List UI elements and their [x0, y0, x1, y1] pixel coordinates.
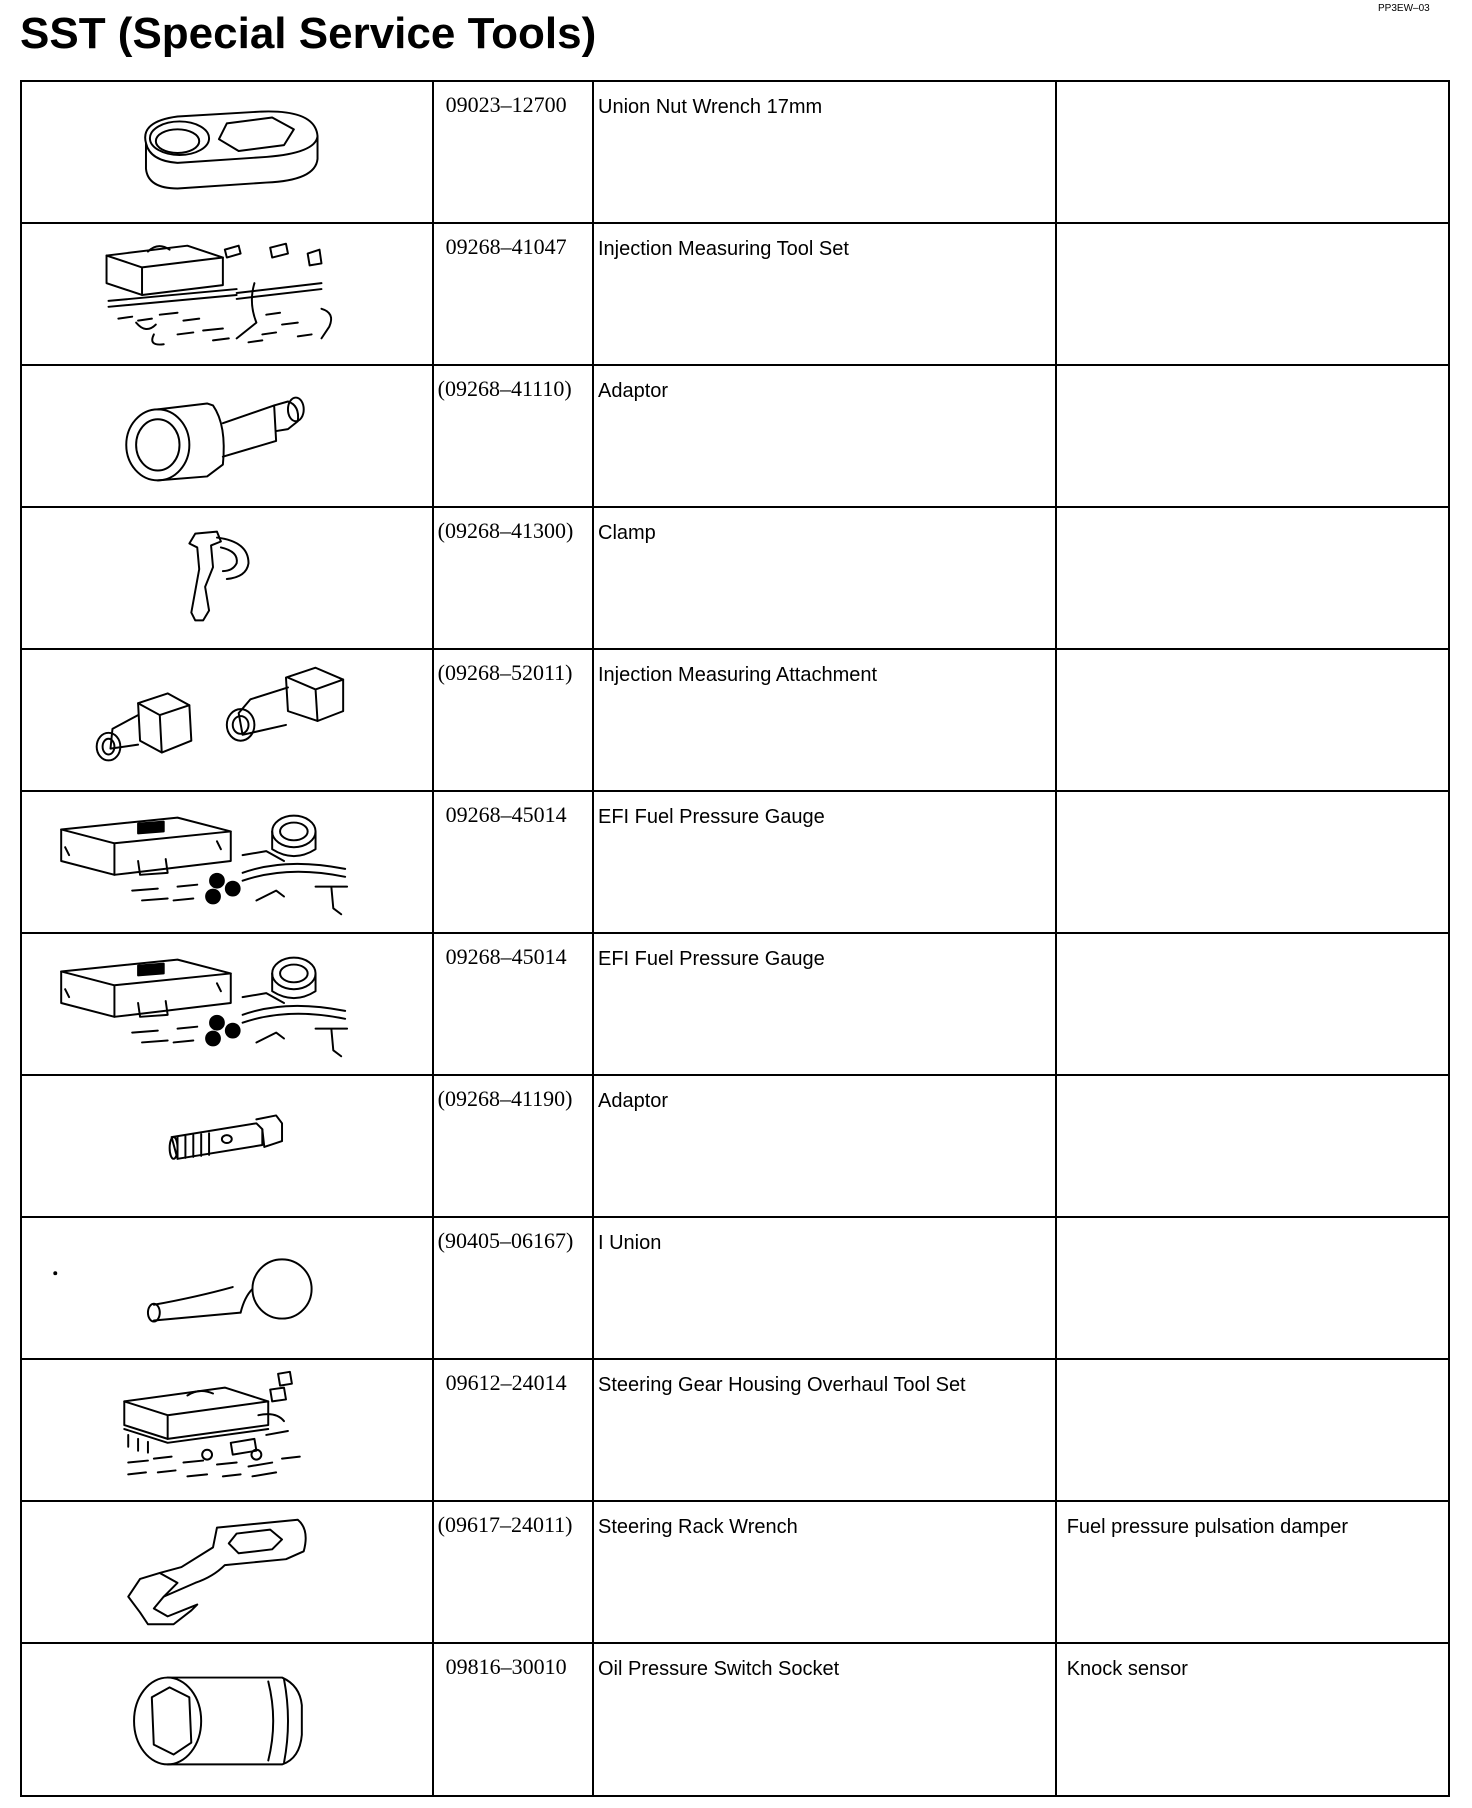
part-number: 09023–12700	[445, 92, 567, 117]
tool-note	[1057, 224, 1448, 234]
table-row	[21, 1501, 1449, 1643]
tool-name: Clamp	[598, 522, 656, 544]
tool-note	[1057, 366, 1448, 376]
page-title: SST (Special Service Tools)	[20, 9, 597, 58]
attachment-pair-icon	[22, 650, 432, 790]
part-number: (09268–41300)	[437, 518, 574, 543]
union-nut-wrench-icon	[22, 82, 432, 222]
table-row	[21, 507, 1449, 649]
tool-illustration-cell	[21, 1501, 433, 1643]
tool-name: Oil Pressure Switch Socket	[598, 1658, 840, 1680]
rack-wrench-icon	[22, 1502, 432, 1642]
pressure-gauge-kit-icon	[22, 934, 432, 1074]
tool-illustration-cell	[21, 1217, 433, 1359]
part-number: 09268–41047	[445, 234, 567, 259]
tool-note	[1057, 1360, 1448, 1370]
tool-note	[1057, 650, 1448, 660]
part-number: 09268–45014	[445, 944, 567, 969]
document-code: PP3EW–03	[1378, 3, 1430, 14]
part-number: 09816–30010	[445, 1654, 567, 1679]
table-row	[21, 933, 1449, 1075]
tool-illustration-cell	[21, 933, 433, 1075]
part-number: (09268–52011)	[437, 660, 573, 685]
tool-illustration-cell	[21, 1643, 433, 1796]
table-row	[21, 223, 1449, 365]
tool-illustration-cell	[21, 81, 433, 223]
table-row	[21, 1359, 1449, 1501]
tool-name: Steering Gear Housing Overhaul Tool Set	[598, 1374, 966, 1396]
i-union-icon	[22, 1218, 432, 1358]
table-row	[21, 365, 1449, 507]
adaptor-icon	[22, 366, 432, 506]
tool-name: Steering Rack Wrench	[598, 1516, 798, 1538]
tool-illustration-cell	[21, 649, 433, 791]
tool-illustration-cell	[21, 507, 433, 649]
sst-table	[20, 80, 1450, 1797]
banjo-bolt-adaptor-icon	[22, 1076, 432, 1216]
table-row	[21, 1217, 1449, 1359]
tool-name: Union Nut Wrench 17mm	[598, 96, 823, 118]
tool-note	[1057, 82, 1448, 92]
tool-name: EFI Fuel Pressure Gauge	[598, 806, 825, 828]
clamp-icon	[22, 508, 432, 648]
table-row	[21, 791, 1449, 933]
socket-icon	[22, 1644, 432, 1795]
tool-set-case-icon	[22, 224, 432, 364]
tool-illustration-cell	[21, 1075, 433, 1217]
table-row	[21, 81, 1449, 223]
overhaul-tool-set-icon	[22, 1360, 432, 1500]
pressure-gauge-kit-icon	[22, 792, 432, 932]
table-row	[21, 1643, 1449, 1796]
tool-name: I Union	[598, 1232, 662, 1254]
tool-illustration-cell	[21, 1359, 433, 1501]
part-number: (90405–06167)	[437, 1228, 574, 1253]
tool-name: Injection Measuring Attachment	[598, 664, 878, 686]
part-number: (09268–41110)	[437, 376, 572, 401]
tool-name: Adaptor	[598, 1090, 669, 1112]
tool-illustration-cell	[21, 791, 433, 933]
tool-note: Knock sensor	[1066, 1658, 1188, 1680]
tool-name: Adaptor	[598, 380, 669, 402]
part-number: (09617–24011)	[437, 1512, 573, 1537]
table-row	[21, 1075, 1449, 1217]
tool-note	[1057, 1076, 1448, 1086]
part-number: (09268–41190)	[437, 1086, 573, 1111]
part-number: 09268–45014	[445, 802, 567, 827]
tool-note	[1057, 934, 1448, 944]
table-row	[21, 649, 1449, 791]
tool-illustration-cell	[21, 223, 433, 365]
tool-note	[1057, 1218, 1448, 1228]
tool-name: Injection Measuring Tool Set	[598, 238, 849, 260]
tool-name: EFI Fuel Pressure Gauge	[598, 948, 825, 970]
part-number: 09612–24014	[445, 1370, 567, 1395]
tool-note: Fuel pressure pulsation damper	[1066, 1516, 1348, 1538]
tool-illustration-cell	[21, 365, 433, 507]
tool-note	[1057, 792, 1448, 802]
tool-note	[1057, 508, 1448, 518]
